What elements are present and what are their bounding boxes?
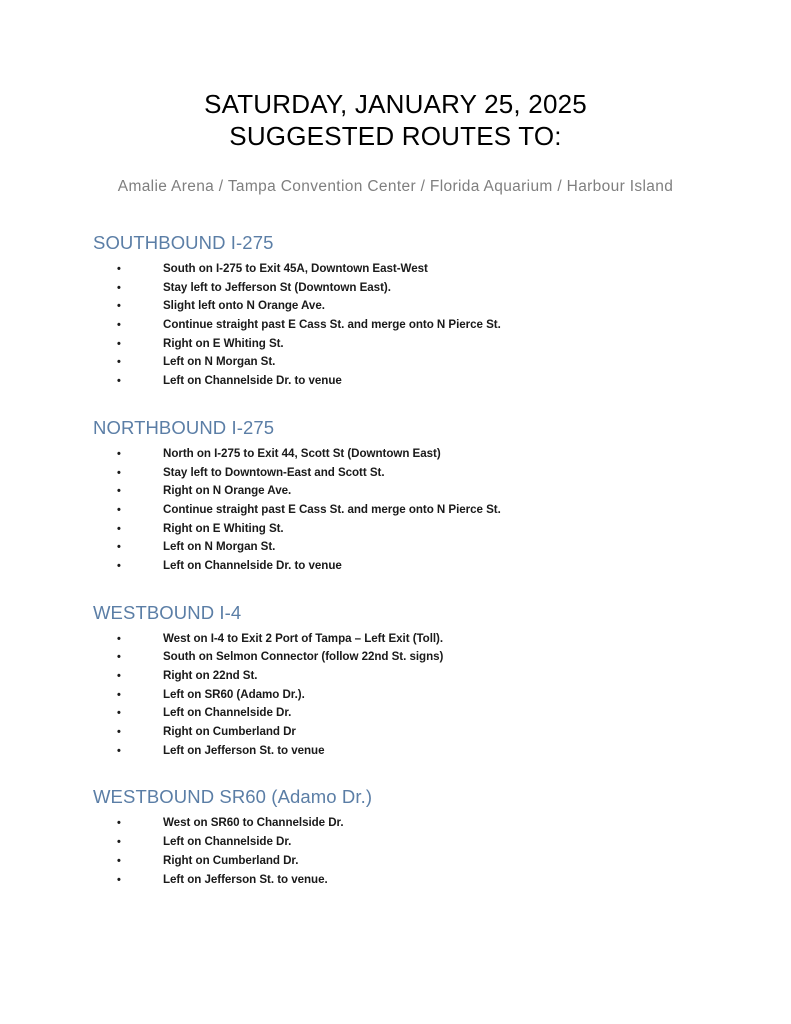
route-step xyxy=(0,372,791,391)
bullet-icon: • xyxy=(117,707,121,720)
route-step-text: Right on E Whiting St. xyxy=(163,336,284,350)
route-step-text: Stay left to Jefferson St (Downtown East). xyxy=(163,280,391,294)
route-step xyxy=(0,630,791,649)
route-step xyxy=(0,501,791,520)
route-section xyxy=(0,760,791,889)
bullet-icon: • xyxy=(117,873,121,886)
route-step-text: Stay left to Downtown-East and Scott St. xyxy=(163,465,385,479)
route-step xyxy=(0,353,791,372)
route-section xyxy=(0,576,791,761)
bullet-icon: • xyxy=(117,375,121,388)
page-title xyxy=(0,0,791,152)
bullet-icon: • xyxy=(117,670,121,682)
bullet-icon: • xyxy=(117,447,121,460)
bullet-icon: • xyxy=(117,503,121,516)
page-title-line-2: SUGGESTED ROUTES TO: xyxy=(229,121,562,151)
bullet-icon: • xyxy=(117,300,121,313)
route-step xyxy=(0,686,791,705)
route-step xyxy=(0,833,791,852)
route-step-text: Left on Channelside Dr. xyxy=(163,706,292,720)
bullet-icon: • xyxy=(117,356,121,369)
section-heading: NORTHBOUND I-275 xyxy=(93,416,275,438)
route-step-text: Left on Jefferson St. to venue xyxy=(163,743,325,757)
route-step xyxy=(0,852,791,871)
route-step xyxy=(0,316,791,335)
route-step-text: Left on Channelside Dr. to venue xyxy=(163,374,342,388)
bullet-icon: • xyxy=(117,466,121,479)
route-step xyxy=(0,335,791,354)
route-step-text: Left on Channelside Dr. xyxy=(163,835,292,849)
route-step-text: Slight left onto N Orange Ave. xyxy=(163,299,325,313)
bullet-icon: • xyxy=(117,744,121,757)
bullet-icon: • xyxy=(117,281,121,294)
bullet-icon: • xyxy=(117,817,121,830)
bullet-icon: • xyxy=(117,485,121,498)
bullet-icon: • xyxy=(117,726,121,739)
route-step-text: South on Selmon Connector (follow 22nd St. signs) xyxy=(163,650,444,664)
bullet-icon: • xyxy=(117,836,121,849)
page-title-line-1: SATURDAY, JANUARY 25, 2025 xyxy=(204,89,587,119)
route-list xyxy=(0,260,791,391)
route-step xyxy=(0,297,791,316)
route-step-text: Left on Jefferson St. to venue. xyxy=(163,872,328,886)
route-step xyxy=(0,814,791,833)
route-step xyxy=(0,279,791,298)
route-step xyxy=(0,445,791,464)
bullet-icon: • xyxy=(117,854,121,867)
route-step-text: West on SR60 to Channelside Dr. xyxy=(163,816,344,830)
bullet-icon: • xyxy=(117,319,121,332)
route-step xyxy=(0,648,791,667)
section-heading: SOUTHBOUND I-275 xyxy=(93,232,274,253)
bullet-icon: • xyxy=(117,632,121,645)
route-sections xyxy=(0,199,791,889)
route-section xyxy=(0,199,791,391)
route-step-text: Left on SR60 (Adamo Dr.). xyxy=(163,687,305,701)
section-heading: WESTBOUND I-4 xyxy=(93,601,242,623)
bullet-icon: • xyxy=(117,522,121,535)
bullet-icon: • xyxy=(117,541,121,554)
route-step xyxy=(0,464,791,483)
route-list xyxy=(0,445,791,576)
route-step xyxy=(0,520,791,539)
route-step-text: North on I-275 to Exit 44, Scott St (Downtown East) xyxy=(163,446,441,460)
route-step xyxy=(0,704,791,723)
route-step xyxy=(0,260,791,279)
route-step-text: Continue straight past E Cass St. and merge onto N Pierce St. xyxy=(163,318,501,332)
route-step xyxy=(0,557,791,576)
route-step-text: Left on N Morgan St. xyxy=(163,540,276,554)
route-section xyxy=(0,391,791,576)
route-step-text: Left on Channelside Dr. to venue xyxy=(163,558,342,572)
bullet-icon: • xyxy=(117,337,121,350)
route-step-text: Right on 22nd St. xyxy=(163,669,258,682)
route-step xyxy=(0,871,791,890)
route-list xyxy=(0,630,791,761)
route-step-text: Right on E Whiting St. xyxy=(163,521,284,535)
route-step-text: Right on Cumberland Dr. xyxy=(163,853,299,867)
bullet-icon: • xyxy=(117,263,121,275)
route-step-text: Right on N Orange Ave. xyxy=(163,484,292,498)
route-step-text: Right on Cumberland Dr xyxy=(163,725,296,739)
route-step-text: West on I-4 to Exit 2 Port of Tampa – Left Exit (Toll). xyxy=(163,631,444,645)
bullet-icon: • xyxy=(117,559,121,572)
bullet-icon: • xyxy=(117,688,121,701)
bullet-icon: • xyxy=(117,651,121,664)
route-list xyxy=(0,814,791,889)
route-step-text: South on I-275 to Exit 45A, Downtown East-West xyxy=(163,262,428,275)
route-step-text: Continue straight past E Cass St. and merge onto N Pierce St. xyxy=(163,502,501,516)
section-heading: WESTBOUND SR60 (Adamo Dr.) xyxy=(93,786,373,808)
route-step xyxy=(0,667,791,686)
page-subtitle: Amalie Arena / Tampa Convention Center / Florida Aquarium / Harbour Island xyxy=(117,178,674,195)
route-step xyxy=(0,538,791,557)
route-step-text: Left on N Morgan St. xyxy=(163,355,276,369)
route-step xyxy=(0,742,791,761)
route-step xyxy=(0,723,791,742)
route-step xyxy=(0,482,791,501)
